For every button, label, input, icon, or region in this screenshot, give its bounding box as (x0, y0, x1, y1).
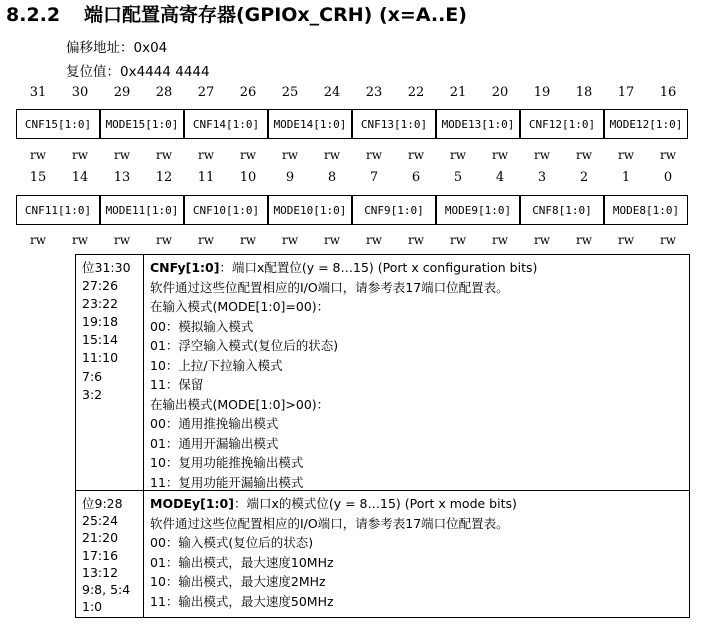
access-type: rw (71, 233, 88, 247)
bit-number: 8 (327, 170, 337, 185)
access-type: rw (239, 233, 256, 247)
access-type: rw (617, 148, 634, 162)
access-type: rw (491, 148, 508, 162)
bit-range: 23:22 (82, 296, 119, 312)
register-field: MODE8[1:0] (604, 195, 688, 225)
description-line: 软件通过这些位配置相应的I/O端口，请参考表17端口位配置表。 (150, 279, 509, 295)
access-type: rw (155, 233, 172, 247)
register-field: MODE10[1:0] (268, 195, 352, 225)
bit-numbers-high (17, 83, 689, 103)
description-line: 10：输出模式，最大速度2MHz (150, 574, 326, 589)
description-line: 11：复用功能开漏输出模式 (150, 474, 304, 490)
bit-number: 5 (453, 170, 463, 185)
access-type: rw (323, 148, 340, 162)
access-type: rw (155, 148, 172, 162)
register-field: MODE14[1:0] (268, 109, 352, 139)
access-type: rw (659, 233, 676, 247)
bit-range: 27:26 (82, 278, 119, 294)
access-type: rw (323, 233, 340, 247)
access-type: rw (197, 233, 214, 247)
bit-number: 16 (659, 85, 677, 100)
cnf-bit-list (82, 259, 131, 404)
access-type: rw (407, 233, 424, 247)
access-type: rw (533, 233, 550, 247)
bit-number: 24 (323, 85, 341, 100)
mode-title-line (150, 494, 517, 514)
bit-number: 22 (407, 85, 425, 100)
access-type: rw (365, 233, 382, 247)
column-divider (143, 255, 144, 617)
bit-number: 30 (71, 85, 89, 100)
access-type: rw (491, 233, 508, 247)
bit-number: 6 (411, 170, 421, 185)
bit-range: 21:20 (82, 530, 119, 546)
bit-description-table (75, 254, 690, 618)
access-type: rw (71, 148, 88, 162)
register-field: CNF12[1:0] (520, 109, 604, 139)
bit-number: 20 (491, 85, 509, 100)
section-title: 端口配置高寄存器(GPIOx_CRH) (x=A..E) (84, 4, 467, 26)
bit-number: 23 (365, 85, 383, 100)
register-field: CNF14[1:0] (184, 109, 268, 139)
reset-value: 复位值：0x4444 4444 (66, 64, 210, 80)
bit-range: 15:14 (82, 332, 119, 348)
bit-number: 4 (495, 170, 505, 185)
offset-address: 偏移地址：0x04 (66, 40, 168, 56)
description-line: 10：上拉/下拉输入模式 (150, 357, 283, 373)
bit-range: 位31:30 (82, 260, 131, 275)
access-type: rw (281, 148, 298, 162)
mode-description (150, 494, 517, 611)
bit-number: 15 (29, 170, 47, 185)
bit-number: 10 (239, 170, 257, 185)
description-line: 01：浮空输入模式(复位后的状态) (150, 338, 339, 353)
access-type: rw (29, 148, 46, 162)
register-field: CNF15[1:0] (16, 109, 100, 139)
bit-number: 0 (663, 170, 673, 185)
cnf-field-title: ：端口x配置位(y = 8…15) (Port x configuration bits) (219, 260, 538, 275)
cnf-description (150, 258, 537, 492)
access-type: rw (29, 233, 46, 247)
bit-range: 9:8, 5:4 (82, 582, 131, 598)
register-field: CNF8[1:0] (520, 195, 604, 225)
description-line: 在输出模式(MODE[1:0]>00)： (150, 396, 330, 412)
register-field: MODE13[1:0] (436, 109, 520, 139)
bit-number: 17 (617, 85, 635, 100)
bit-range: 7:6 (82, 368, 103, 384)
bit-number: 13 (113, 170, 131, 185)
cnf-title-line (150, 258, 537, 278)
access-type: rw (659, 148, 676, 162)
bit-range: 3:2 (82, 386, 103, 402)
description-line: 11：输出模式，最大速度50MHz (150, 593, 334, 609)
bit-number: 11 (197, 170, 215, 185)
access-type: rw (533, 148, 550, 162)
access-type: rw (575, 233, 592, 247)
bit-number: 18 (575, 85, 593, 100)
access-type: rw (617, 233, 634, 247)
register-field: CNF10[1:0] (184, 195, 268, 225)
cnf-lines (150, 278, 537, 493)
bit-number: 2 (579, 170, 589, 185)
bit-numbers-low (17, 168, 689, 188)
cnf-field-name: CNFy[1:0] (150, 260, 220, 275)
mode-lines (150, 514, 517, 612)
access-row-high (17, 145, 689, 165)
bit-number: 27 (197, 85, 215, 100)
access-type: rw (575, 148, 592, 162)
mode-field-title: ：端口x的模式位(y = 8…15) (Port x mode bits) (233, 496, 517, 511)
description-line: 11：保留 (150, 377, 204, 392)
bit-number: 1 (621, 170, 631, 185)
bit-number: 26 (239, 85, 257, 100)
bit-number: 25 (281, 85, 299, 100)
bit-range: 位9:28 (82, 496, 123, 511)
access-type: rw (239, 148, 256, 162)
bit-range: 25:24 (82, 513, 119, 529)
register-fields-high (17, 109, 689, 139)
bit-number: 19 (533, 85, 551, 100)
description-line: 01：通用开漏输出模式 (150, 435, 279, 451)
access-row-low (17, 230, 689, 250)
bit-number: 9 (285, 170, 295, 185)
register-fields-low (17, 195, 689, 225)
access-type: rw (197, 148, 214, 162)
bit-number: 29 (113, 85, 131, 100)
access-type: rw (113, 148, 130, 162)
bit-number: 21 (449, 85, 467, 100)
bit-number: 3 (537, 170, 547, 185)
bit-range: 17:16 (82, 547, 119, 563)
register-field: CNF11[1:0] (16, 195, 100, 225)
access-type: rw (449, 148, 466, 162)
section-heading (6, 2, 467, 28)
bit-number: 31 (29, 85, 47, 100)
register-field: MODE12[1:0] (604, 109, 688, 139)
bit-range: 19:18 (82, 314, 119, 330)
access-type: rw (113, 233, 130, 247)
description-line: 10：复用功能推挽输出模式 (150, 455, 304, 470)
bit-range: 13:12 (82, 564, 119, 580)
description-line: 00：输入模式(复位后的状态) (150, 535, 314, 550)
register-field: CNF13[1:0] (352, 109, 436, 139)
bit-range: 1:0 (82, 599, 103, 615)
bit-number: 14 (71, 170, 89, 185)
bit-number: 12 (155, 170, 173, 185)
register-field: MODE11[1:0] (100, 195, 184, 225)
mode-bit-list (82, 495, 130, 615)
register-field: CNF9[1:0] (352, 195, 436, 225)
description-line: 00：模拟输入模式 (150, 318, 254, 334)
section-number: 8.2.2 (6, 4, 61, 26)
bit-number: 7 (369, 170, 379, 185)
access-type: rw (365, 148, 382, 162)
register-field: MODE15[1:0] (100, 109, 184, 139)
access-type: rw (281, 233, 298, 247)
description-line: 软件通过这些位配置相应的I/O端口，请参考表17端口位配置表。 (150, 515, 509, 531)
register-field: MODE9[1:0] (436, 195, 520, 225)
description-line: 在输入模式(MODE[1:0]=00)： (150, 299, 330, 314)
access-type: rw (449, 233, 466, 247)
bit-range: 11:10 (82, 350, 119, 366)
description-line: 00：通用推挽输出模式 (150, 416, 279, 431)
access-type: rw (407, 148, 424, 162)
bit-number: 28 (155, 85, 173, 100)
description-line: 01：输出模式，最大速度10MHz (150, 554, 334, 570)
mode-field-name: MODEy[1:0] (150, 496, 234, 511)
